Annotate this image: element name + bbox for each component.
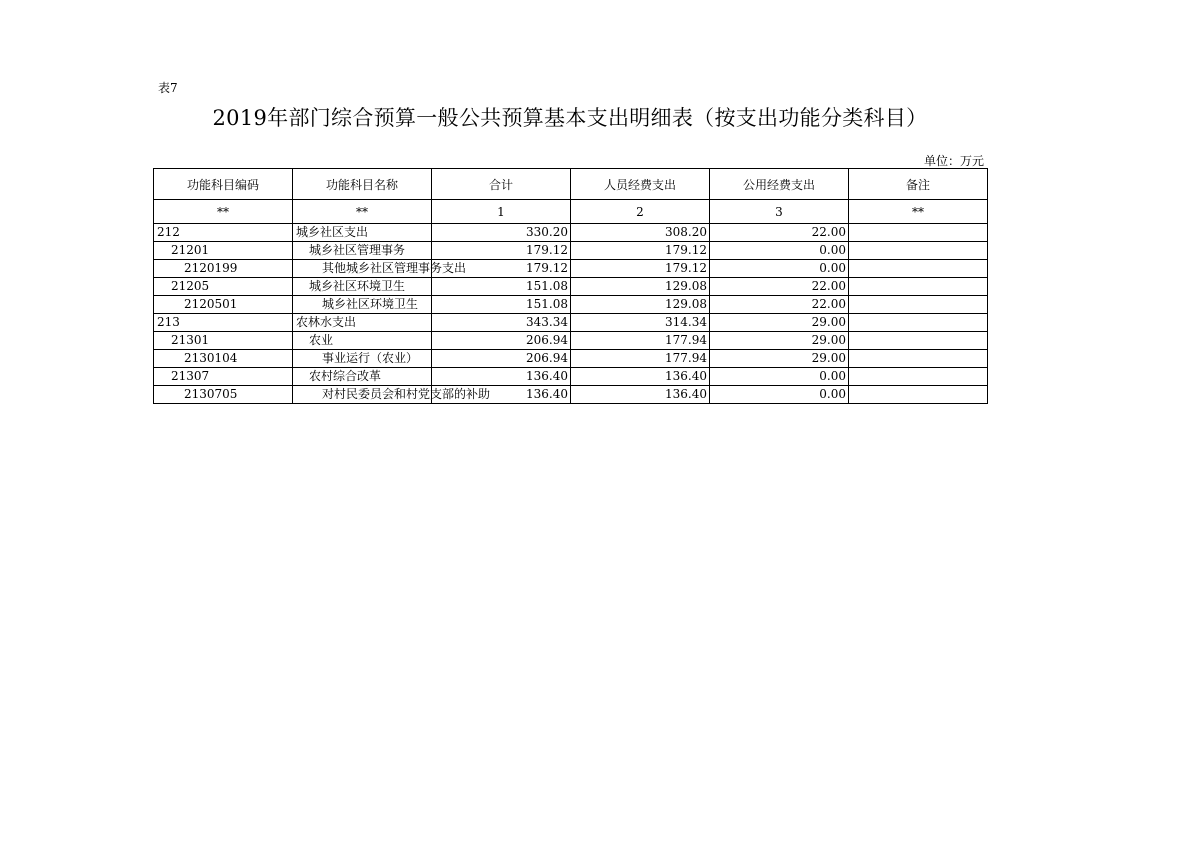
- cell-name: 城乡社区支出: [293, 224, 432, 242]
- column-marker: **: [293, 200, 432, 224]
- cell-code: 2130705: [154, 386, 293, 404]
- cell-personnel: 179.12: [571, 260, 710, 278]
- table-body: [154, 224, 988, 404]
- cell-personnel: 308.20: [571, 224, 710, 242]
- column-marker: 2: [571, 200, 710, 224]
- cell-name: 对村民委员会和村党支部的补助: [293, 386, 432, 404]
- cell-total: 206.94: [432, 350, 571, 368]
- cell-public: 0.00: [710, 260, 849, 278]
- cell-name: 事业运行（农业）: [293, 350, 432, 368]
- cell-code: 21301: [154, 332, 293, 350]
- cell-personnel: 136.40: [571, 386, 710, 404]
- cell-name: 农村综合改革: [293, 368, 432, 386]
- cell-public: 0.00: [710, 242, 849, 260]
- cell-name: 农业: [293, 332, 432, 350]
- cell-total: 206.94: [432, 332, 571, 350]
- cell-code: 212: [154, 224, 293, 242]
- column-marker: **: [849, 200, 988, 224]
- cell-note: [849, 332, 988, 350]
- column-header-personnel: 人员经费支出: [571, 169, 710, 200]
- cell-note: [849, 314, 988, 332]
- sheet-label: 表7: [158, 81, 178, 95]
- cell-public: 22.00: [710, 296, 849, 314]
- column-marker: 3: [710, 200, 849, 224]
- cell-code: 2120501: [154, 296, 293, 314]
- table-row: [154, 296, 988, 314]
- column-header-note: 备注: [849, 169, 988, 200]
- cell-personnel: 314.34: [571, 314, 710, 332]
- cell-personnel: 136.40: [571, 368, 710, 386]
- cell-name: 农林水支出: [293, 314, 432, 332]
- cell-public: 0.00: [710, 386, 849, 404]
- cell-personnel: 179.12: [571, 242, 710, 260]
- cell-note: [849, 386, 988, 404]
- cell-public: 22.00: [710, 278, 849, 296]
- budget-table: [153, 168, 988, 404]
- column-marker: **: [154, 200, 293, 224]
- cell-note: [849, 296, 988, 314]
- cell-total: 179.12: [432, 260, 571, 278]
- cell-public: 29.00: [710, 350, 849, 368]
- cell-total: 330.20: [432, 224, 571, 242]
- cell-note: [849, 242, 988, 260]
- cell-name: 城乡社区环境卫生: [293, 296, 432, 314]
- cell-name: 城乡社区环境卫生: [293, 278, 432, 296]
- table-row: [154, 386, 988, 404]
- cell-code: 2130104: [154, 350, 293, 368]
- cell-code: 21307: [154, 368, 293, 386]
- cell-code: 21201: [154, 242, 293, 260]
- table-row: [154, 368, 988, 386]
- table-row: [154, 314, 988, 332]
- cell-personnel: 177.94: [571, 332, 710, 350]
- column-header-code: 功能科目编码: [154, 169, 293, 200]
- column-marker: 1: [432, 200, 571, 224]
- cell-note: [849, 278, 988, 296]
- cell-name: 城乡社区管理事务: [293, 242, 432, 260]
- cell-total: 151.08: [432, 296, 571, 314]
- cell-total: 343.34: [432, 314, 571, 332]
- cell-public: 29.00: [710, 314, 849, 332]
- table-row: [154, 260, 988, 278]
- column-header-name: 功能科目名称: [293, 169, 432, 200]
- cell-code: 213: [154, 314, 293, 332]
- cell-public: 29.00: [710, 332, 849, 350]
- table-marker-row: [154, 200, 988, 224]
- column-header-total: 合计: [432, 169, 571, 200]
- cell-total: 136.40: [432, 386, 571, 404]
- cell-personnel: 177.94: [571, 350, 710, 368]
- cell-total: 179.12: [432, 242, 571, 260]
- cell-personnel: 129.08: [571, 296, 710, 314]
- table-row: [154, 242, 988, 260]
- cell-total: 136.40: [432, 368, 571, 386]
- cell-note: [849, 350, 988, 368]
- table-row: [154, 350, 988, 368]
- cell-total: 151.08: [432, 278, 571, 296]
- cell-name: 其他城乡社区管理事务支出: [293, 260, 432, 278]
- page-title: 2019年部门综合预算一般公共预算基本支出明细表（按支出功能分类科目）: [212, 106, 928, 130]
- table-row: [154, 332, 988, 350]
- column-header-public: 公用经费支出: [710, 169, 849, 200]
- table-row: [154, 278, 988, 296]
- cell-note: [849, 260, 988, 278]
- cell-note: [849, 224, 988, 242]
- table-header-row: [154, 169, 988, 200]
- unit-label: 单位：万元: [923, 154, 984, 168]
- cell-note: [849, 368, 988, 386]
- cell-code: 2120199: [154, 260, 293, 278]
- cell-personnel: 129.08: [571, 278, 710, 296]
- table-row: [154, 224, 988, 242]
- cell-code: 21205: [154, 278, 293, 296]
- cell-public: 0.00: [710, 368, 849, 386]
- cell-public: 22.00: [710, 224, 849, 242]
